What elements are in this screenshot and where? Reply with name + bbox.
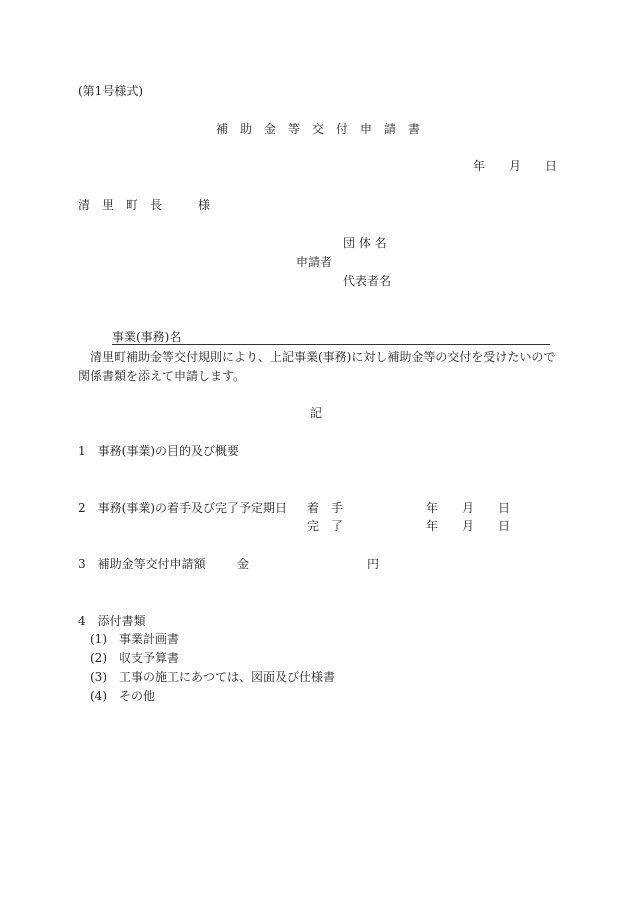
attachment-item: (2) 収支予算書: [90, 651, 179, 665]
item3-yen: 円: [367, 557, 380, 571]
item3-amount: 3 補助金等交付申請額: [78, 557, 206, 571]
applicant-label: 申請者: [296, 255, 333, 269]
attachment-item: (4) その他: [90, 689, 155, 703]
body-text-line1: 清里町補助金等交付規則により、上記事業(事務)に対し補助金等の交付を受けたいので: [78, 350, 556, 364]
item2-start-date: 年 月 日: [426, 501, 511, 515]
application-date: 年 月 日: [473, 159, 558, 173]
representative-label: 代表者名: [343, 274, 392, 288]
item3-kin: 金: [237, 557, 250, 571]
item2-end-label: 完 了: [307, 519, 344, 533]
attachment-item: (1) 事業計画書: [90, 632, 179, 646]
form-number: (第1号様式): [78, 84, 143, 98]
project-name-underline: [112, 344, 550, 345]
attachment-item: (3) 工事の施工にあつては、図面及び仕様書: [90, 670, 335, 684]
item2-schedule: 2 事務(事業)の着手及び完了予定期日: [78, 501, 287, 515]
item2-end-date: 年 月 日: [426, 519, 511, 533]
project-name-label: 事業(事務)名: [112, 330, 182, 344]
ki-heading: 記: [310, 406, 323, 420]
document-title: 補 助 金 等 交 付 申 請 書: [216, 122, 421, 136]
org-name-label: 団 体 名: [343, 236, 387, 250]
item4-attachments: 4 添付書類: [78, 614, 146, 628]
body-text-line2: 関係書類を添えて申請します。: [78, 369, 246, 383]
item2-start-label: 着 手: [307, 501, 344, 515]
addressee: 清 里 町 長 様: [78, 198, 211, 212]
item1-purpose: 1 事務(事業)の目的及び概要: [78, 444, 239, 458]
